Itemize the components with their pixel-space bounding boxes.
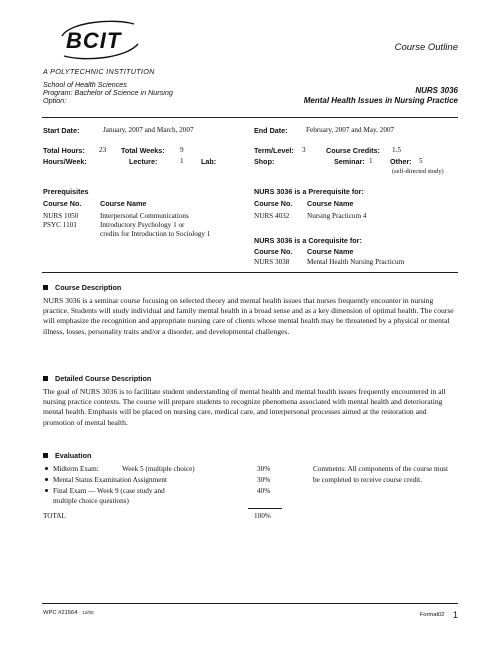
prereq-row-no: NURS 1050: [43, 212, 79, 220]
bullet-dot-icon: [45, 489, 48, 492]
logo-text: BCIT: [66, 28, 122, 53]
wpc-date: 12/00: [82, 610, 94, 615]
lecture-value: 1: [180, 157, 184, 165]
start-date-value: January, 2007 and March, 2007: [103, 126, 194, 134]
end-date-label: End Date:: [254, 126, 288, 135]
school: School of Health Sciences: [43, 80, 127, 89]
total-value: 100%: [254, 512, 271, 520]
course-code: NURS 3036: [415, 86, 458, 95]
option: Option:: [43, 96, 67, 105]
eval-weight: 30%: [257, 476, 271, 484]
prereq-row-name: credits for Introduction to Sociology 1: [100, 230, 211, 238]
course-description-heading: [43, 283, 121, 292]
prereq-for-col-name: Course Name: [307, 199, 354, 208]
eval-weight: 40%: [257, 487, 271, 495]
total-weeks-value: 9: [180, 146, 184, 154]
term-value: 3: [302, 146, 306, 154]
wpc-number: WPC #21564: [43, 610, 78, 616]
format-code: Format02: [419, 611, 445, 618]
other-note: (self-directed study): [392, 168, 444, 175]
page-number: 1: [452, 609, 458, 620]
lecture-label: Lecture:: [129, 157, 158, 166]
eval-detail: Week 5 (multiple choice): [122, 465, 195, 473]
credits-label: Course Credits:: [326, 146, 380, 155]
credits-value: 1.5: [392, 146, 401, 154]
coreq-col-name: Course Name: [307, 247, 354, 256]
evaluation-heading: [43, 451, 91, 460]
detailed-description-text: The goal of NURS 3036 is to facilitate student understanding of mental health and mental health issues frequently encountered in all nursing practice contexts. The course will prepare students to recognize phenomena associated with mental health and deteriorating mental health. Emphasis will be placed on nursing care, medical care, and interpersonal processes aimed at the restoration and promotion of mental health.: [43, 387, 446, 427]
evaluation-comments: Comments: All components of the course must be completed to receive course credit.: [313, 465, 448, 484]
eval-detail: multiple choice questions): [53, 497, 129, 505]
footer-divider: [42, 603, 458, 604]
prereq-row-no: PSYC 1101: [43, 221, 77, 229]
prereq-for-row-no: NURS 4032: [254, 212, 290, 220]
total-hours-label: Total Hours:: [43, 146, 85, 155]
evaluation-item: [45, 487, 165, 495]
shop-label: Shop:: [254, 157, 275, 166]
bcit-logo: [56, 20, 142, 62]
bullet-dot-icon: [45, 467, 48, 470]
eval-label: Final Exam — Week 9 (case study and: [53, 487, 165, 495]
tagline: A POLYTECHNIC INSTITUTION: [43, 67, 155, 76]
program: Program: Bachelor of Science in Nursing: [43, 88, 173, 97]
coreq-col-no: Course No.: [254, 247, 293, 256]
total-hours-value: 23: [99, 146, 107, 154]
prereq-for-col-no: Course No.: [254, 199, 293, 208]
prereq-row-name: Interpersonal Communications: [100, 212, 189, 220]
prereq-for-title: NURS 3036 is a Prerequisite for:: [254, 187, 364, 196]
coreq-row-no: NURS 3038: [254, 258, 290, 266]
prereq-col-name: Course Name: [100, 199, 147, 208]
evaluation-item: [45, 476, 167, 484]
other-value: 5: [419, 157, 423, 165]
coreq-title: NURS 3036 is a Corequisite for:: [254, 236, 362, 245]
term-label: Term/Level:: [254, 146, 294, 155]
prerequisites-title: Prerequisites: [43, 187, 89, 196]
seminar-value: 1: [369, 157, 373, 165]
start-date-label: Start Date:: [43, 126, 80, 135]
total-weeks-label: Total Weeks:: [121, 146, 165, 155]
section-title: Evaluation: [55, 451, 92, 460]
seminar-label: Seminar:: [334, 157, 365, 166]
eval-weight: 30%: [257, 465, 271, 473]
footer-right: [420, 606, 458, 624]
info-divider: [42, 272, 458, 273]
bullet-square-icon: [43, 453, 48, 458]
bullet-square-icon: [43, 376, 48, 381]
end-date-value: February, 2007 and May, 2007: [306, 126, 395, 134]
eval-label: Midterm Exam:: [53, 465, 99, 473]
lab-label: Lab:: [201, 157, 217, 166]
prereq-col-no: Course No.: [43, 199, 82, 208]
total-label: TOTAL: [43, 512, 66, 520]
evaluation-item: [45, 465, 99, 473]
doc-type: Course Outline: [394, 42, 458, 53]
total-rule: [248, 508, 282, 509]
bullet-square-icon: [43, 285, 48, 290]
footer-left: [43, 610, 94, 616]
prereq-for-row-name: Nursing Practicum 4: [307, 212, 367, 220]
section-title: Course Description: [55, 283, 122, 292]
eval-label: Mental Status Examination Assignment: [53, 476, 167, 484]
coreq-row-name: Mental Health Nursing Practicum: [307, 258, 405, 266]
course-title: Mental Health Issues in Nursing Practice: [303, 96, 458, 105]
bullet-dot-icon: [45, 478, 48, 481]
prereq-row-name: Introductory Psychology 1 or: [100, 221, 185, 229]
header-divider: [42, 117, 458, 118]
section-title: Detailed Course Description: [55, 374, 152, 383]
other-label: Other:: [390, 157, 412, 166]
detailed-description-heading: [43, 374, 151, 383]
course-description-text: NURS 3036 is a seminar course focusing on selected theory and mental health issues that nurses frequently encounter in nursing practice. Students will study individual and family mental health in a broad sense and as a key dimension of optimal health. The course will emphasize the recognition and appropriate nursing care of clients whose mental health may be threatened by a physical or mental illness, losses, personality traits and/or a disorder, and developmental challenges.: [43, 296, 454, 336]
hours-week-label: Hours/Week:: [43, 157, 87, 166]
